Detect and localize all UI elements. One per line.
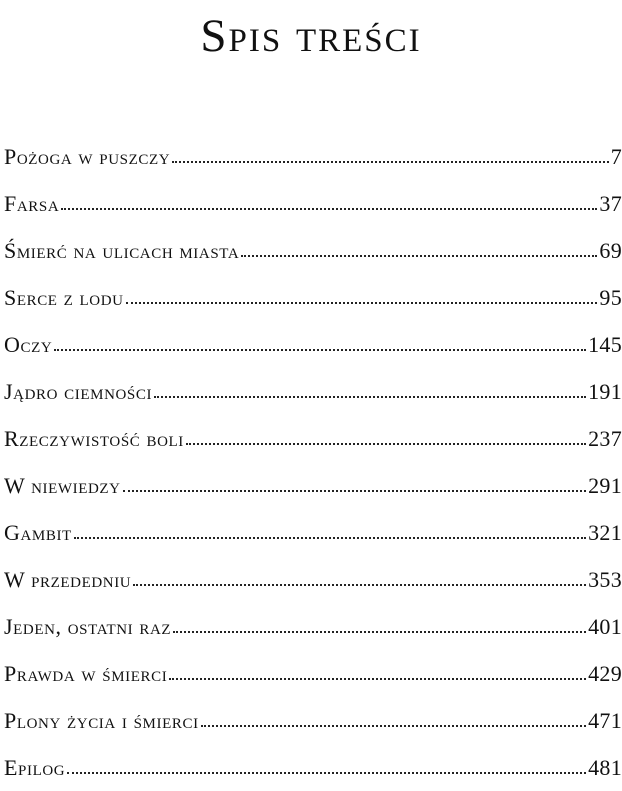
toc-entry[interactable] [4,697,622,744]
dot-leader [54,349,586,351]
toc-entry[interactable] [4,462,622,509]
toc-entry-page: 69 [599,238,622,263]
dot-leader [154,396,586,398]
toc-entry-page: 321 [588,520,622,545]
toc-entry[interactable] [4,650,622,697]
toc-entry-title: Jądro ciemności [4,379,153,404]
toc-entry-title: Jeden, ostatni raz [4,614,172,639]
toc-entry-page: 429 [588,661,622,686]
toc-entry-title: Serce z lodu [4,285,124,310]
toc-entry-title: Epilog [4,755,66,780]
toc-entry-page: 95 [599,285,622,310]
toc-entry-page: 7 [610,144,622,169]
dot-leader [172,161,609,163]
toc-entry[interactable] [4,321,622,368]
toc-entry-page: 291 [588,473,622,498]
dot-leader [67,772,586,774]
toc-entry-page: 191 [588,379,622,404]
toc-entry-title: Oczy [4,332,53,357]
toc-entry-title: Plony życia i śmierci [4,708,199,733]
dot-leader [74,537,586,539]
toc-entry[interactable] [4,556,622,603]
dot-leader [241,255,597,257]
toc-entry-page: 481 [588,755,622,780]
toc-entry-title: Śmierć na ulicach miasta [4,238,240,263]
toc-entry[interactable] [4,603,622,650]
toc-entry-title: Pożoga w puszczy [4,144,171,169]
toc-entry-page: 37 [599,191,622,216]
toc-entry[interactable] [4,274,622,321]
dot-leader [173,631,586,633]
toc-entry-title: Farsa [4,191,60,216]
toc-entry-title: Prawda w śmierci [4,661,168,686]
toc-entry-page: 237 [588,426,622,451]
toc-entry[interactable] [4,415,622,462]
dot-leader [133,584,586,586]
dot-leader [186,443,586,445]
dot-leader [169,678,586,680]
dot-leader [126,302,598,304]
toc-entry[interactable] [4,180,622,227]
toc-entry-page: 145 [588,332,622,357]
toc-entry[interactable] [4,509,622,556]
toc-entry-page: 471 [588,708,622,733]
toc-entry-title: W niewiedzy [4,473,121,498]
toc-entry[interactable] [4,227,622,274]
page-title: Spis treści [200,10,422,62]
table-of-contents [4,133,622,791]
dot-leader [123,490,586,492]
dot-leader [61,208,597,210]
toc-entry-page: 401 [588,614,622,639]
toc-entry-title: Gambit [4,520,72,545]
toc-entry-page: 353 [588,567,622,592]
dot-leader [201,725,586,727]
toc-entry[interactable] [4,133,622,180]
toc-entry[interactable] [4,368,622,415]
toc-entry-title: W przededniu [4,567,132,592]
toc-entry-title: Rzeczywistość boli [4,426,184,451]
